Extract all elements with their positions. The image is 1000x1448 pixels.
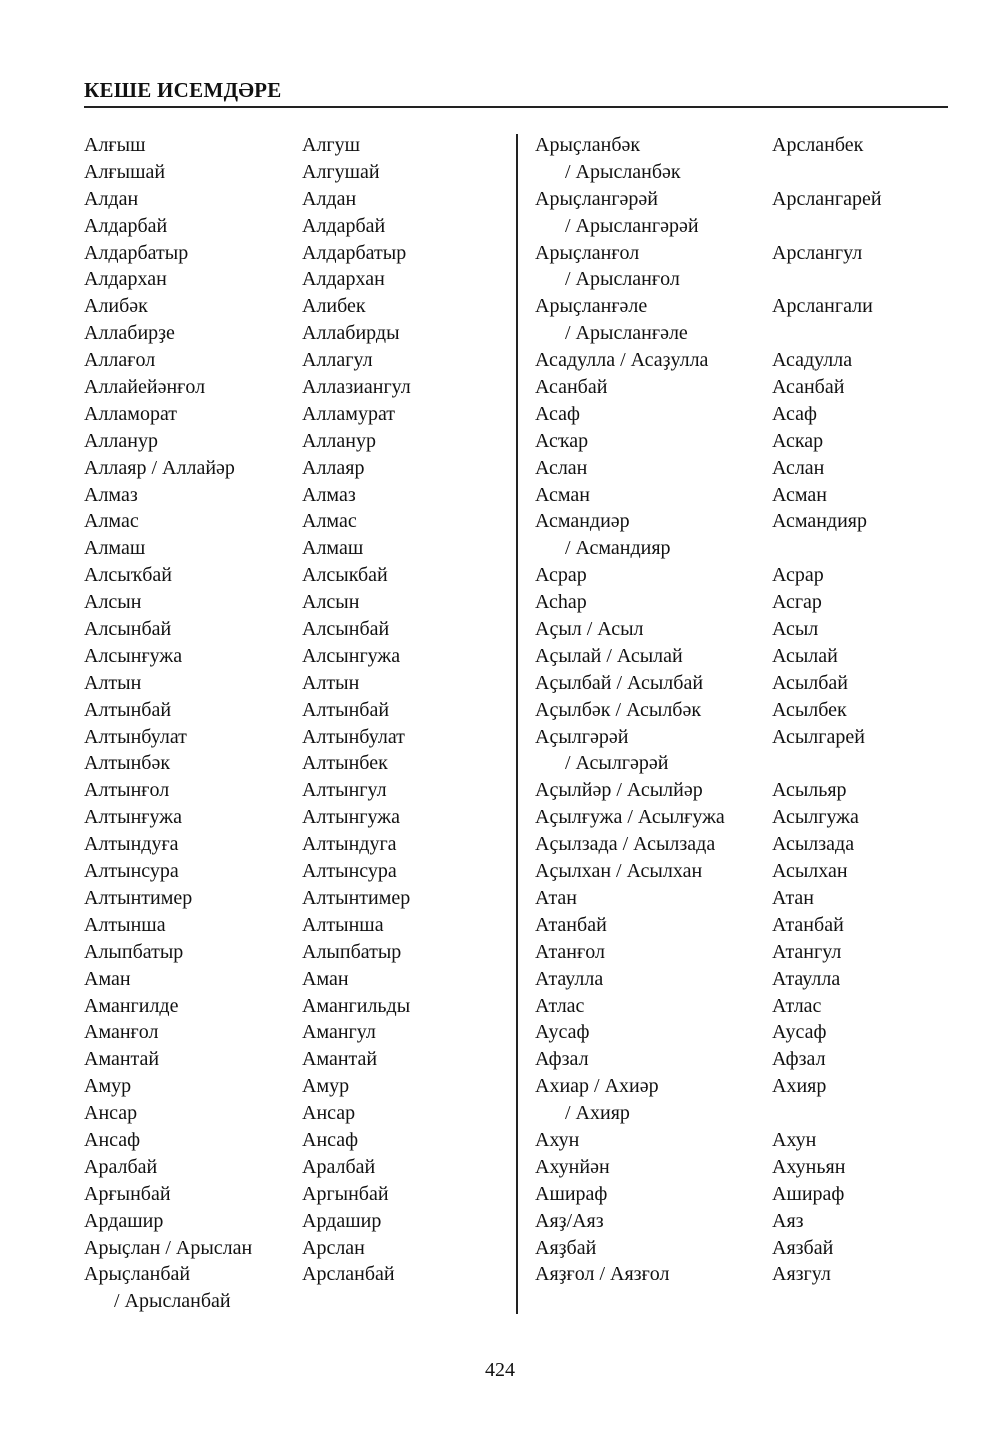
bashkir-name: / Асылгәрәй xyxy=(565,752,669,775)
bashkir-name: Аҫылзада / Асылзада xyxy=(535,833,716,856)
bashkir-name: Ансаф xyxy=(84,1128,141,1151)
bashkir-name: Ансар xyxy=(84,1102,138,1125)
russian-name: Атанбай xyxy=(772,913,844,936)
bashkir-name: Ардашир xyxy=(84,1209,164,1232)
russian-name: Алтынбай xyxy=(302,698,390,721)
bashkir-name: Ахунйән xyxy=(535,1155,610,1178)
bashkir-name: Арыҫлан / Арыслан xyxy=(84,1236,253,1259)
russian-name: Ансаф xyxy=(302,1128,359,1151)
bashkir-name: Аллабирҙе xyxy=(84,322,175,345)
russian-name: Амантай xyxy=(302,1048,378,1071)
russian-name: Атаулла xyxy=(772,967,841,990)
russian-name: Ахун xyxy=(772,1128,817,1151)
bashkir-name: Алмаш xyxy=(84,537,146,560)
bashkir-name: Аяҙғол / Аязғол xyxy=(535,1263,670,1286)
russian-name: Алтынша xyxy=(302,913,384,936)
russian-name: Арслангарей xyxy=(772,187,882,210)
bashkir-name: Атаулла xyxy=(535,967,604,990)
russian-name: Аман xyxy=(302,967,349,990)
bashkir-name: Арыҫланбәк xyxy=(535,134,641,156)
russian-name: Ашираф xyxy=(772,1182,845,1205)
russian-name: Асылбек xyxy=(772,698,847,721)
bashkir-name: Асмандиәр xyxy=(535,510,630,533)
russian-name: Алтынгужа xyxy=(302,806,400,829)
russian-name: Асылзада xyxy=(772,833,855,856)
russian-name: Арслан xyxy=(302,1236,365,1259)
bashkir-name: Ахун xyxy=(535,1128,580,1151)
bashkir-name: Амантай xyxy=(84,1048,160,1071)
bashkir-name: Аҫылбәк / Асылбәк xyxy=(535,698,702,721)
bashkir-name: Амур xyxy=(84,1075,132,1098)
bashkir-name: Атанғол xyxy=(535,940,605,963)
bashkir-name: Асанбай xyxy=(535,376,608,399)
bashkir-name: Алтынғужа xyxy=(84,806,182,829)
bashkir-name: Алдархан xyxy=(84,268,167,291)
bashkir-name: Алдарбатыр xyxy=(84,241,189,264)
bashkir-name: Арыҫланбай xyxy=(84,1263,191,1286)
russian-name: Алмаз xyxy=(302,483,356,506)
russian-name: Арсланбек xyxy=(772,134,864,156)
russian-name: Аслан xyxy=(772,456,825,479)
bashkir-name: Алтынша xyxy=(84,913,166,936)
bashkir-name: Асһар xyxy=(535,591,587,614)
russian-name: Алтындуга xyxy=(302,833,397,856)
russian-name: Аскар xyxy=(772,429,824,452)
bashkir-name: Аҫылхан / Асылхан xyxy=(535,860,703,883)
russian-name: Алтынтимер xyxy=(302,886,411,909)
russian-name: Алтынбек xyxy=(302,752,388,775)
bashkir-name: Алтынбулат xyxy=(84,725,187,748)
bashkir-name: Аралбай xyxy=(84,1155,158,1178)
russian-name: Алланур xyxy=(302,429,376,452)
bashkir-name: Алланур xyxy=(84,429,158,452)
russian-name: Амур xyxy=(302,1075,350,1098)
russian-name: Асыл xyxy=(772,618,819,641)
bashkir-name: Атанбай xyxy=(535,913,607,936)
bashkir-name: Арыҫланғол xyxy=(535,241,640,264)
russian-name: Ардашир xyxy=(302,1209,382,1232)
russian-name: Алтынбулат xyxy=(302,725,405,748)
russian-name: Аллагул xyxy=(302,349,373,372)
bashkir-name: Алмаз xyxy=(84,483,138,506)
russian-name: Алсынбай xyxy=(302,618,390,641)
bashkir-name: Аман xyxy=(84,967,131,990)
bashkir-name: / Арыслангәрәй xyxy=(565,214,699,237)
russian-name: Алдан xyxy=(302,187,357,210)
bashkir-name: Алтынсура xyxy=(84,860,179,883)
bashkir-name: Алламорат xyxy=(84,402,178,425)
bashkir-name: Алсыҡбай xyxy=(84,564,172,587)
bashkir-name: Афзал xyxy=(535,1048,589,1071)
russian-name: Асылхан xyxy=(772,860,848,883)
bashkir-name: Асадулла / Асаҙулла xyxy=(535,349,709,372)
russian-name: Асман xyxy=(772,483,827,506)
russian-name: Асылгужа xyxy=(772,806,859,829)
bashkir-name: Аллаяр / Аллайәр xyxy=(84,456,235,479)
bashkir-name: Алсын xyxy=(84,591,142,614)
russian-name: Алыпбатыр xyxy=(302,940,402,963)
russian-name: Афзал xyxy=(772,1048,826,1071)
russian-name: Аллаяр xyxy=(302,456,365,479)
russian-name: Атлас xyxy=(772,994,822,1017)
russian-name: Алсынгужа xyxy=(302,644,401,667)
bashkir-name: / Арысланғәле xyxy=(565,322,688,345)
russian-name: Алдарбатыр xyxy=(302,241,407,264)
bashkir-name: Аслан xyxy=(535,456,588,479)
bashkir-name: / Арысланбай xyxy=(114,1290,231,1313)
russian-name: Асылай xyxy=(772,644,838,667)
russian-name: Асылгарей xyxy=(772,725,865,748)
russian-name: Асыльяр xyxy=(772,779,847,802)
bashkir-name: Аҫылғужа / Асылғужа xyxy=(535,806,725,829)
bashkir-name: Аманғол xyxy=(84,1021,159,1044)
russian-name: Асанбай xyxy=(772,376,845,399)
russian-name: Асмандияр xyxy=(772,510,867,533)
russian-name: Аллабирды xyxy=(302,322,400,345)
russian-name: Алмаш xyxy=(302,537,364,560)
bashkir-name: Атлас xyxy=(535,994,585,1017)
bashkir-name: Алғышай xyxy=(84,160,166,183)
bashkir-name: Алсынбай xyxy=(84,618,172,641)
russian-name: Арсланбай xyxy=(302,1263,395,1286)
russian-name: Аязбай xyxy=(772,1236,834,1259)
russian-name: Асаф xyxy=(772,402,817,425)
bashkir-name: Алтынғол xyxy=(84,779,170,802)
russian-name: Арслангали xyxy=(772,295,873,318)
russian-name: Алгуш xyxy=(302,134,361,156)
bashkir-name: Алсынғужа xyxy=(84,644,183,667)
bashkir-name: Алтын xyxy=(84,671,142,694)
russian-name: Ахуньян xyxy=(772,1155,846,1178)
bashkir-name: Асаф xyxy=(535,402,580,425)
bashkir-name: Аҫылгәрәй xyxy=(535,725,629,748)
header-rule xyxy=(84,106,948,108)
bashkir-name: Аусаф xyxy=(535,1021,590,1044)
russian-name: Атан xyxy=(772,886,815,909)
bashkir-name: Аяҙбай xyxy=(535,1236,597,1259)
russian-name: Алтынсура xyxy=(302,860,397,883)
bashkir-name: Амангилде xyxy=(84,994,179,1017)
russian-name: Ахияр xyxy=(772,1075,827,1098)
bashkir-name: / Ахияр xyxy=(565,1102,630,1125)
russian-name: Асадулла xyxy=(772,349,853,372)
russian-name: Аргынбай xyxy=(302,1182,389,1205)
russian-name: Асылбай xyxy=(772,671,848,694)
bashkir-name: Ашираф xyxy=(535,1182,608,1205)
russian-name: Алсын xyxy=(302,591,360,614)
russian-name: Атангул xyxy=(772,940,842,963)
russian-name: Асрар xyxy=(772,564,824,587)
bashkir-name: Аҫыл / Асыл xyxy=(535,618,644,641)
russian-name: Алмас xyxy=(302,510,357,533)
bashkir-name: Алыпбатыр xyxy=(84,940,184,963)
russian-name: Алсыкбай xyxy=(302,564,388,587)
bashkir-name: Алғыш xyxy=(84,134,146,156)
russian-name: Аралбай xyxy=(302,1155,376,1178)
bashkir-name: Ахиар / Ахиәр xyxy=(535,1075,659,1098)
bashkir-name: Асман xyxy=(535,483,590,506)
bashkir-name: Алтынбай xyxy=(84,698,172,721)
bashkir-name: Алтындуға xyxy=(84,833,179,856)
russian-name: Амангул xyxy=(302,1021,376,1044)
russian-name: Аллазиангул xyxy=(302,376,411,399)
bashkir-name: Аҫылай / Асылай xyxy=(535,644,683,667)
bashkir-name: / Асмандияр xyxy=(565,537,671,560)
page-number: 424 xyxy=(485,1359,515,1381)
bashkir-name: / Арысланғол xyxy=(565,268,680,291)
bashkir-name: Алмас xyxy=(84,510,139,533)
bashkir-name: Алтынтимер xyxy=(84,886,193,909)
bashkir-name: Асҡар xyxy=(535,429,589,452)
page-title: КЕШЕ ИСЕМДӘРЕ xyxy=(84,78,282,102)
bashkir-name: Арыҫланғәле xyxy=(535,295,648,318)
bashkir-name: Аллайейәнғол xyxy=(84,376,206,399)
russian-name: Алгушай xyxy=(302,160,380,183)
bashkir-name: Атан xyxy=(535,886,578,909)
bashkir-name: Арыҫлангәрәй xyxy=(535,187,658,210)
bashkir-name: Арғынбай xyxy=(84,1182,171,1205)
russian-name: Алтын xyxy=(302,671,360,694)
column-divider xyxy=(516,134,518,1314)
bashkir-name: Алдарбай xyxy=(84,214,168,237)
bashkir-name: Асрар xyxy=(535,564,587,587)
bashkir-name: Алдан xyxy=(84,187,139,210)
russian-name: Алтынгул xyxy=(302,779,387,802)
russian-name: Алдарбай xyxy=(302,214,386,237)
bashkir-name: Аҫылбай / Асылбай xyxy=(535,671,704,694)
russian-name: Ансар xyxy=(302,1102,356,1125)
russian-name: Аязгул xyxy=(772,1263,831,1286)
bashkir-name: Аллағол xyxy=(84,349,156,372)
russian-name: Арслангул xyxy=(772,241,863,264)
russian-name: Алламурат xyxy=(302,402,396,425)
bashkir-name: Аяҙ/Аяз xyxy=(535,1209,604,1232)
bashkir-name: Алибәк xyxy=(84,295,148,318)
russian-name: Аусаф xyxy=(772,1021,827,1044)
bashkir-name: / Арысланбәк xyxy=(565,160,681,183)
bashkir-name: Алтынбәк xyxy=(84,752,171,775)
russian-name: Алдархан xyxy=(302,268,385,291)
russian-name: Асгар xyxy=(772,591,822,614)
russian-name: Аяз xyxy=(772,1209,804,1232)
russian-name: Амангильды xyxy=(302,994,411,1017)
bashkir-name: Аҫылйәр / Асылйәр xyxy=(535,779,703,802)
russian-name: Алибек xyxy=(302,295,366,318)
